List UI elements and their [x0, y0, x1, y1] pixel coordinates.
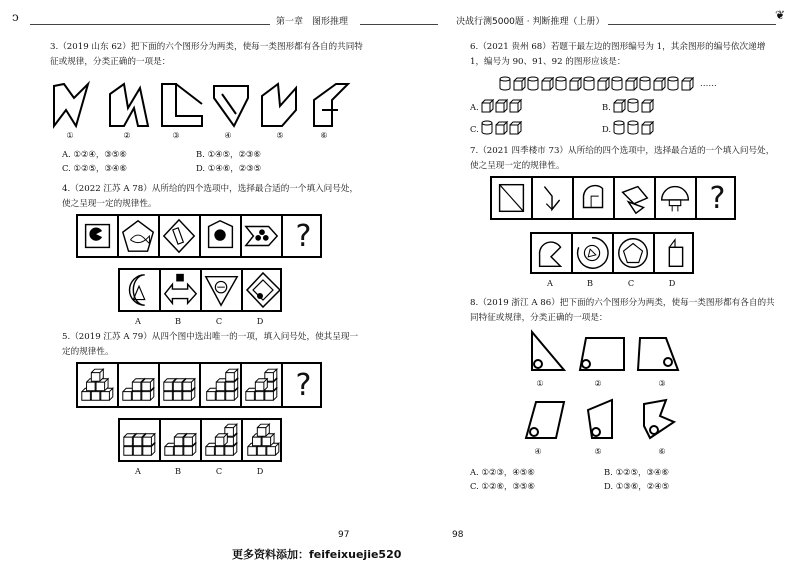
- page-number-right: 98: [452, 530, 464, 540]
- q4-option-d-figure[interactable]: [243, 270, 284, 310]
- q7-label-c: C: [627, 278, 635, 288]
- q7-cell-4: [615, 178, 656, 218]
- q5-cell-1: [78, 364, 119, 406]
- q6-option-d[interactable]: D.: [602, 124, 612, 134]
- q3-option-a[interactable]: A. ①②④，③⑤⑥: [62, 149, 127, 159]
- q8-label-5: ⑤: [594, 446, 602, 456]
- q4-text: 4.（2022 江苏 A 78）从所给的四个选项中，选择最合适的一个填入问号处，使之呈现一定的规律性。: [62, 184, 359, 209]
- q8-figures-row2: [520, 396, 680, 442]
- footer-contact: 更多资料添加：feifeixuejie520: [232, 548, 402, 561]
- q6-option-c-figure[interactable]: [482, 120, 526, 134]
- q5-cell-5: [242, 364, 283, 406]
- q4-label-a: A: [135, 316, 141, 326]
- q4-option-c-figure[interactable]: [202, 270, 243, 310]
- header-rule-left: [30, 24, 270, 25]
- q7-sequence: [490, 176, 736, 220]
- q5-option-a-figure[interactable]: [120, 420, 161, 460]
- q3-option-d[interactable]: D. ①④⑥，②③⑤: [196, 163, 262, 173]
- q5-cell-2: [119, 364, 160, 406]
- q4-label-c: C: [215, 316, 223, 326]
- q4-option-b-figure[interactable]: [161, 270, 202, 310]
- q8-option-a[interactable]: A. ①②③，④⑤⑥: [470, 467, 535, 477]
- q6-option-d-figure[interactable]: [614, 120, 658, 134]
- header-rule-right: [608, 24, 776, 25]
- q8-option-d[interactable]: D. ①③⑥，②④⑤: [604, 481, 670, 491]
- q5-cell-3: [160, 364, 201, 406]
- q8-label-4: ④: [534, 446, 542, 456]
- q7-label-a: A: [547, 278, 553, 288]
- q7-option-a-figure[interactable]: [532, 234, 573, 272]
- q3-label-4: ④: [224, 130, 232, 140]
- q8-figures-row1: [520, 328, 680, 374]
- header-ornament-left: ↄ: [12, 10, 19, 24]
- q7-options: [530, 232, 694, 274]
- q4-cell-3: [160, 216, 201, 256]
- q6-option-b-figure[interactable]: [614, 98, 658, 112]
- q5-text: 5.（2019 江苏 A 79）从四个图中选出唯一的一项，填入问号处，使其呈现一定的规律性。: [62, 332, 359, 357]
- header-ornament-right: ❦: [775, 8, 786, 22]
- header-left-title: 第一章 图形推理: [276, 17, 349, 27]
- q4-label-b: B: [174, 316, 182, 326]
- q4-options: [118, 268, 282, 312]
- q3-label-1: ①: [66, 130, 74, 140]
- q6-text: 6.（2021 贵州 68）若题干最左边的图形编号为 1，其余图形的编号依次递增 1，编号为 90、91、92 的图形应该是：: [470, 42, 766, 67]
- q8-label-2: ②: [594, 378, 602, 388]
- q4-sequence: [76, 214, 322, 258]
- q7-label-b: B: [586, 278, 594, 288]
- q8-option-c[interactable]: C. ①②⑥，③⑤⑥: [470, 481, 535, 491]
- q5-option-b-figure[interactable]: [161, 420, 202, 460]
- q3-label-5: ⑤: [276, 130, 284, 140]
- q4-cell-5: [242, 216, 283, 256]
- q5-label-b: B: [174, 466, 182, 476]
- page-number-left: 97: [338, 530, 350, 540]
- q8-option-b[interactable]: B. ①②⑤，③④⑥: [604, 467, 669, 477]
- q5-option-c-figure[interactable]: [202, 420, 243, 460]
- q5-label-d: D: [256, 466, 264, 476]
- q5-options: [118, 418, 282, 462]
- q6-dots: ……: [700, 78, 717, 88]
- q7-cell-3: [574, 178, 615, 218]
- q3-label-6: ⑥: [320, 130, 328, 140]
- q3-option-c[interactable]: C. ①②⑤，③④⑥: [62, 163, 127, 173]
- q5-cell-4: [201, 364, 242, 406]
- q7-cell-5: [656, 178, 697, 218]
- q3-option-b[interactable]: B. ①④⑤，②③⑥: [196, 149, 261, 159]
- q4-cell-1: [78, 216, 119, 256]
- header-rule-mid2: [420, 24, 438, 25]
- header-rule-mid: [360, 24, 420, 25]
- q3-text: 3.（2019 山东 62）把下面的六个图形分为两类，使每一类图形都有各自的共同特征或规律，分类正确的一项是：: [50, 42, 363, 67]
- q4-cell-2: [119, 216, 160, 256]
- q4-question-mark: ?: [295, 218, 312, 254]
- q6-option-c[interactable]: C.: [470, 124, 479, 134]
- header-right-title: 决战行测5000题 · 判断推理（上册）: [456, 17, 605, 27]
- q7-option-d-figure[interactable]: [655, 234, 696, 272]
- q6-option-b[interactable]: B.: [602, 102, 611, 112]
- q5-question-mark: ?: [295, 367, 312, 403]
- q5-label-c: C: [215, 466, 223, 476]
- q7-option-b-figure[interactable]: [573, 234, 614, 272]
- q8-label-1: ①: [536, 378, 544, 388]
- q8-text: 8.（2019 浙江 A 86）把下面的六个图形分为两类，使每一类图形都有各自的共同特征或规律，分类正确的一项是：: [470, 298, 775, 323]
- q8-label-3: ③: [658, 378, 666, 388]
- q3-label-3: ③: [172, 130, 180, 140]
- q4-cell-4: [201, 216, 242, 256]
- q7-option-c-figure[interactable]: [614, 234, 655, 272]
- q7-question-mark: ?: [709, 180, 726, 216]
- q3-label-2: ②: [123, 130, 131, 140]
- q6-option-a-figure[interactable]: [482, 98, 526, 112]
- q6-sequence: [500, 76, 700, 92]
- q7-cell-2: [533, 178, 574, 218]
- q4-label-d: D: [256, 316, 264, 326]
- q7-label-d: D: [668, 278, 676, 288]
- q8-label-6: ⑥: [658, 446, 666, 456]
- q6-option-a[interactable]: A.: [470, 102, 479, 112]
- q5-sequence: [76, 362, 322, 408]
- q7-text: 7.（2021 四季楼市 73）从所给的四个选项中，选择最合适的一个填入问号处，使之呈现一定的规律性。: [470, 146, 775, 171]
- q4-option-a-figure[interactable]: [120, 270, 161, 310]
- q5-option-d-figure[interactable]: [243, 420, 284, 460]
- q5-label-a: A: [135, 466, 141, 476]
- q7-cell-1: [492, 178, 533, 218]
- q3-figures: [52, 80, 352, 130]
